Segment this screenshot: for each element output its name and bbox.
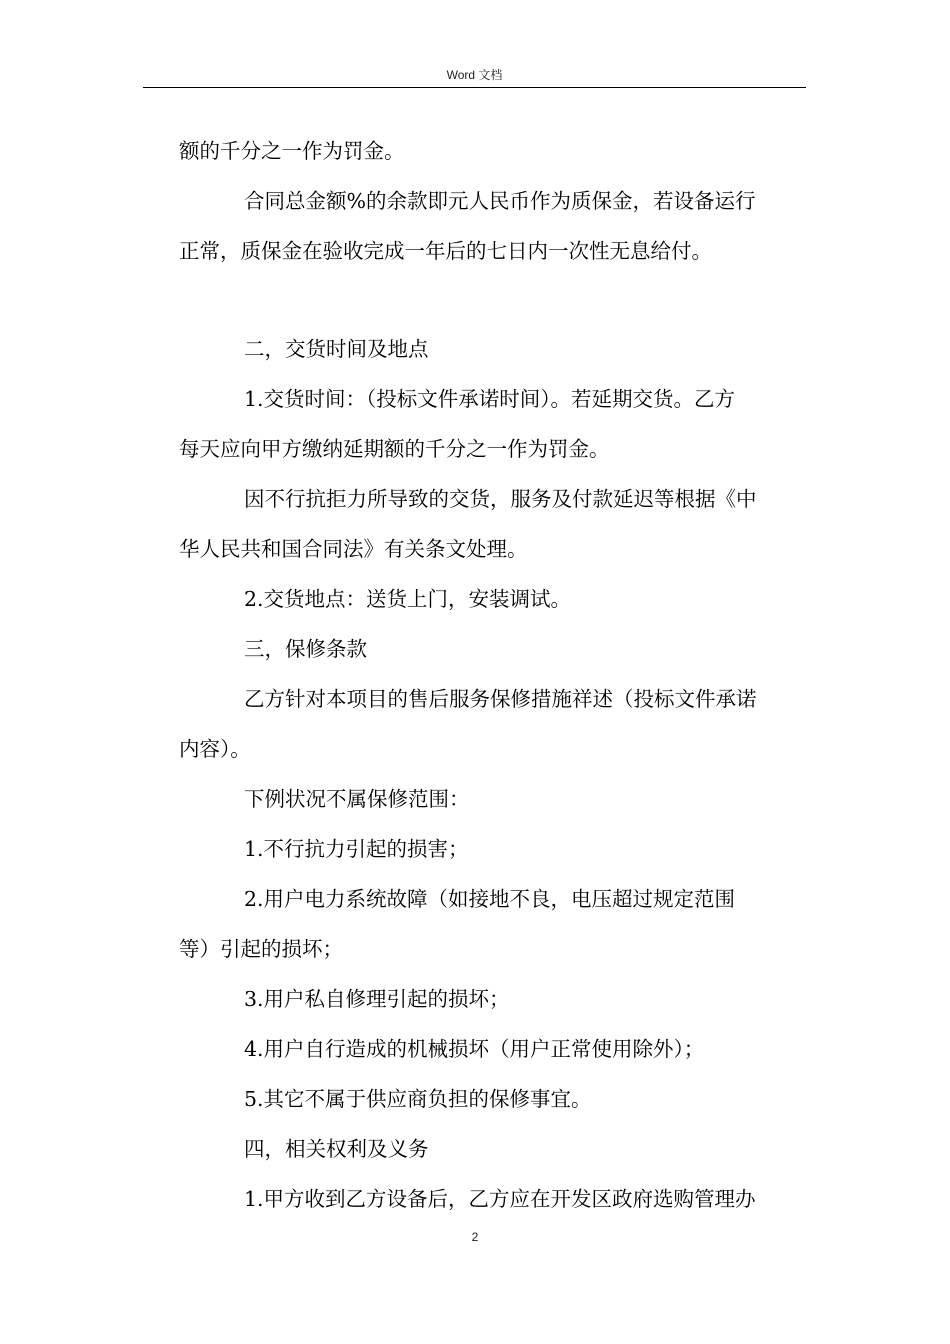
header-divider xyxy=(143,87,806,88)
text-line: 额的千分之一作为罚金。 xyxy=(179,139,405,163)
list-item: 2.用户电力系统故障（如接地不良，电压超过规定范围 xyxy=(244,887,736,911)
blank-line xyxy=(179,276,819,324)
text-line: 1.甲方收到乙方设备后，乙方应在开发区政府选购管理办 xyxy=(244,1187,756,1211)
section-heading: 二，交货时间及地点 xyxy=(244,337,429,361)
text-line: 2.交货地点：送货上门，安装调试。 xyxy=(244,587,572,611)
text-line: 内容）。 xyxy=(179,737,251,761)
document-body xyxy=(179,126,819,1224)
text-line: 合同总金额%的余款即元人民币作为质保金，若设备运行 xyxy=(244,189,756,213)
text-line: 等）引起的损坏； xyxy=(179,937,343,961)
section-heading: 四，相关权利及义务 xyxy=(244,1137,429,1161)
text-line: 下例状况不属保修范围： xyxy=(244,787,470,811)
list-item: 5.其它不属于供应商负担的保修事宜。 xyxy=(244,1087,592,1111)
text-line: 1.交货时间：（投标文件承诺时间）。若延期交货。乙方 xyxy=(244,387,736,411)
text-line: 华人民共和国合同法》有关条文处理。 xyxy=(179,537,528,561)
page-header: Word 文档 xyxy=(446,68,503,82)
text-line: 乙方针对本项目的售后服务保修措施祥述（投标文件承诺 xyxy=(244,687,757,711)
page-number: 2 xyxy=(471,1230,479,1244)
text-line: 正常，质保金在验收完成一年后的七日内一次性无息给付。 xyxy=(179,239,712,263)
list-item: 4.用户自行造成的机械损坏（用户正常使用除外）； xyxy=(244,1037,705,1061)
text-line: 每天应向甲方缴纳延期额的千分之一作为罚金。 xyxy=(179,437,610,461)
list-item: 1.不行抗力引起的损害； xyxy=(244,837,469,861)
text-line: 因不行抗拒力所导致的交货，服务及付款延迟等根据《中 xyxy=(244,487,757,511)
list-item: 3.用户私自修理引起的损坏； xyxy=(244,987,510,1011)
section-heading: 三，保修条款 xyxy=(244,637,367,661)
